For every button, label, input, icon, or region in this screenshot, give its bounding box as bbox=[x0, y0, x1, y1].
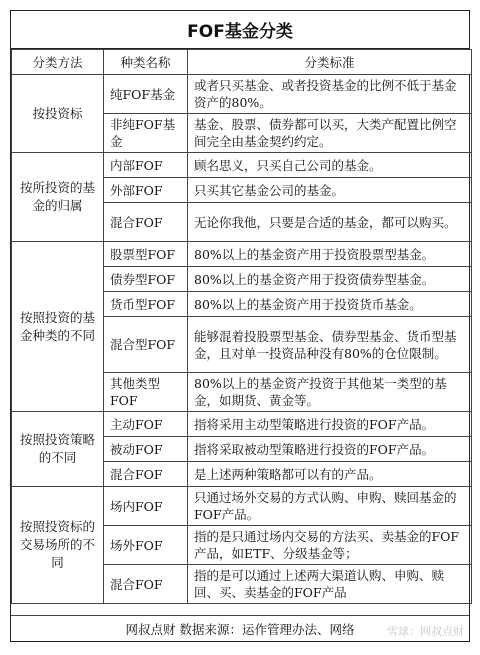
fof-classification-table-frame bbox=[10, 10, 470, 642]
kind-name-cell: 内部FOF bbox=[104, 153, 188, 178]
kind-name-cell: 混合FOF bbox=[104, 203, 188, 242]
kind-name-cell: 混合型FOF bbox=[104, 317, 188, 373]
classification-method-cell: 按照投资策略的不同 bbox=[12, 412, 104, 487]
header-standard: 分类标准 bbox=[188, 50, 472, 75]
kind-name-cell: 场内FOF bbox=[104, 487, 188, 526]
kind-name-cell: 债券型FOF bbox=[104, 267, 188, 292]
kind-name-cell: 主动FOF bbox=[104, 412, 188, 437]
classification-standard-cell: 是上述两种策略都可以有的产品。 bbox=[188, 462, 472, 487]
classification-standard-cell: 指的是可以通过上述两大渠道认购、申购、赎回、买、卖基金的FOF产品 bbox=[188, 565, 472, 604]
classification-method-cell: 按照投资的基金种类的不同 bbox=[12, 242, 104, 412]
kind-name-cell: 场外FOF bbox=[104, 526, 188, 565]
watermark: 雪球：网叔点财 bbox=[387, 625, 464, 638]
header-method: 分类方法 bbox=[12, 50, 104, 75]
classification-standard-cell: 80%以上的基金资产用于投资货币基金。 bbox=[188, 292, 472, 317]
kind-name-cell: 混合FOF bbox=[104, 565, 188, 604]
classification-standard-cell: 指将采取被动型策略进行投资的FOF产品。 bbox=[188, 437, 472, 462]
classification-method-cell: 按照投资标的交易场所的不同 bbox=[12, 487, 104, 604]
classification-standard-cell: 80%以上的基金资产用于投资债券型基金。 bbox=[188, 267, 472, 292]
header-kind: 种类名称 bbox=[104, 50, 188, 75]
classification-standard-cell: 指将采用主动型策略进行投资的FOF产品。 bbox=[188, 412, 472, 437]
classification-method-cell: 按所投资的基金的归属 bbox=[12, 153, 104, 242]
table-row bbox=[12, 153, 472, 178]
fof-classification-table bbox=[11, 49, 472, 604]
classification-standard-cell: 80%以上的基金资产投资于其他某一类型的基金，如期货、黄金等。 bbox=[188, 373, 472, 412]
kind-name-cell: 非纯FOF基金 bbox=[104, 114, 188, 153]
kind-name-cell: 外部FOF bbox=[104, 178, 188, 203]
classification-standard-cell: 基金、股票、债券都可以买，大类产配置比例空间完全由基金契约约定。 bbox=[188, 114, 472, 153]
classification-standard-cell: 无论你我他，只要是合适的基金，都可以购买。 bbox=[188, 203, 472, 242]
classification-standard-cell: 80%以上的基金资产用于投资股票型基金。 bbox=[188, 242, 472, 267]
classification-standard-cell: 只买其它基金公司的基金。 bbox=[188, 178, 472, 203]
classification-method-cell: 按投资标 bbox=[12, 75, 104, 153]
kind-name-cell: 其他类型FOF bbox=[104, 373, 188, 412]
classification-standard-cell: 顾名思义，只买自己公司的基金。 bbox=[188, 153, 472, 178]
classification-standard-cell: 能够混着投股票型基金、债券型基金、货币型基金，且对单一投资品种没有80%的仓位限制。 bbox=[188, 317, 472, 373]
source-footer: 网叔点财 数据来源：运作管理办法、网络 bbox=[11, 615, 469, 641]
kind-name-cell: 货币型FOF bbox=[104, 292, 188, 317]
kind-name-cell: 混合FOF bbox=[104, 462, 188, 487]
table-row bbox=[12, 487, 472, 526]
classification-standard-cell: 或者只买基金、或者投资基金的比例不低于基金资产的80%。 bbox=[188, 75, 472, 114]
kind-name-cell: 纯FOF基金 bbox=[104, 75, 188, 114]
table-row bbox=[12, 242, 472, 267]
classification-standard-cell: 指的是只通过场内交易的方法买、卖基金的FOF产品，如ETF、分级基金等； bbox=[188, 526, 472, 565]
kind-name-cell: 被动FOF bbox=[104, 437, 188, 462]
kind-name-cell: 股票型FOF bbox=[104, 242, 188, 267]
table-title: FOF基金分类 bbox=[11, 11, 469, 49]
table-row bbox=[12, 412, 472, 437]
table-row bbox=[12, 75, 472, 114]
classification-standard-cell: 只通过场外交易的方式认购、申购、赎回基金的FOF产品。 bbox=[188, 487, 472, 526]
